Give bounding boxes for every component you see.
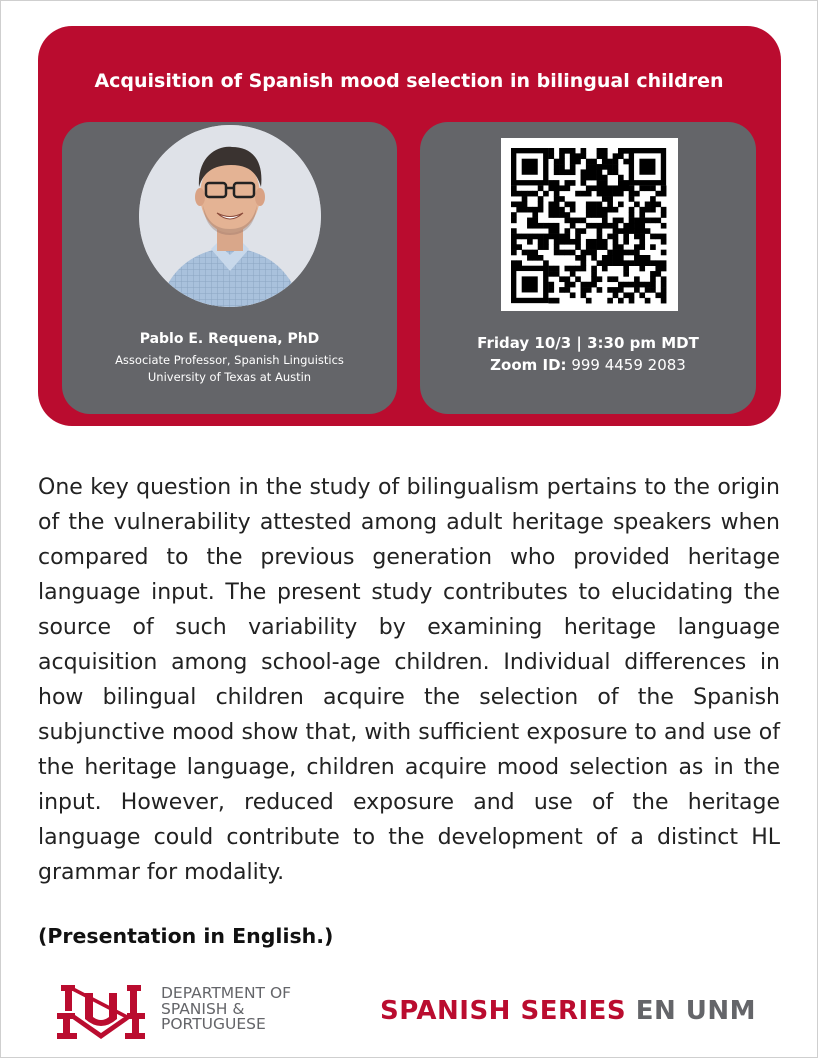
speaker-photo (139, 125, 321, 307)
series-title-red: SPANISH SERIES (380, 996, 627, 1026)
zoom-id-value: 999 4459 2083 (571, 356, 686, 374)
abstract-text: One key question in the study of bilingualism pertains to the origin of the vulnerability attested among adult heritage speakers when compared to the previous generation who provided heritage language input. The present study contributes to elucidating the source of such variability by examining heritage language acquisition among school-age children. Individual differences in how bilingual children acquire the selection of the Spanish subjunctive mood show that, with sufficient exposure to and use of the heritage language, children acquire mood selection as in the input. However, reduced exposure and use of the heritage language could contribute to the development of a distinct HL grammar for modality. (38, 475, 780, 885)
dept-line-2: SPANISH & (161, 999, 245, 1018)
zoom-id-label: Zoom ID: (490, 356, 567, 374)
zoom-qr-code[interactable] (501, 138, 678, 311)
dept-line-3: PORTUGUESE (161, 1015, 266, 1033)
unm-logo (55, 983, 147, 1039)
event-title: Acquisition of Spanish mood selection in bilingual children (94, 70, 724, 92)
speaker-name: Pablo E. Requena, PhD (139, 331, 320, 347)
speaker-affiliation: University of Texas at Austin (147, 370, 312, 384)
department-name (161, 986, 291, 1033)
series-title (380, 996, 756, 1026)
zoom-id-line (420, 356, 756, 374)
speaker-title: Associate Professor, Spanish Linguistics (115, 353, 344, 367)
series-title-gray: EN UNM (635, 996, 757, 1026)
dept-line-1: DEPARTMENT OF (161, 984, 292, 1002)
presentation-language-note: (Presentation in English.) (38, 924, 334, 948)
event-date-time: Friday 10/3 | 3:30 pm MDT (477, 334, 699, 352)
